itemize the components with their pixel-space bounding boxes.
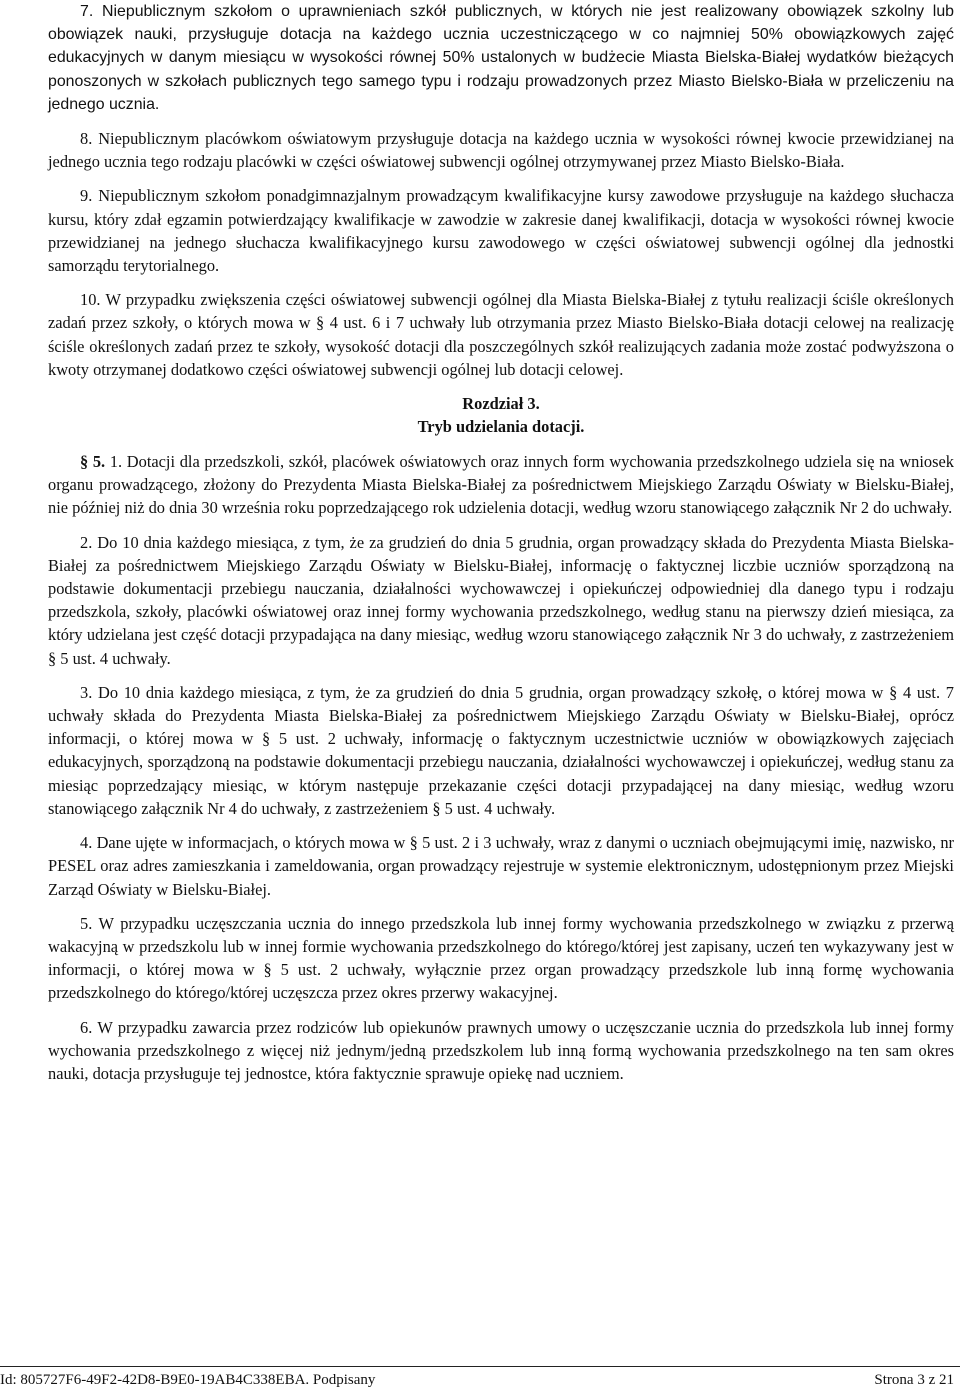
section-5-paragraph-3 bbox=[48, 681, 954, 820]
paragraph-number: 2. bbox=[80, 532, 93, 552]
document-id: Id: 805727F6-49F2-42D8-B9E0-19AB4C338EBA. Podpisany bbox=[0, 1372, 376, 1388]
paragraph-text: Dane ujęte w informacjach, o których mowa w § 5 ust. 2 i 3 uchwały, wraz z danymi o uczniach obejmującymi imię, nazwisko, nr PESEL oraz adres zamieszkania i zameldowania, organ prowadzący rejestruje w systemie elektronicznym, udostępnionym przez Miejski Zarząd Oświaty w Bielsku-Białej. bbox=[48, 833, 954, 899]
paragraph-number: 8. bbox=[80, 129, 93, 149]
paragraph-9 bbox=[48, 184, 954, 277]
chapter-number: Rozdział 3. bbox=[462, 394, 540, 414]
paragraph-8 bbox=[48, 127, 954, 173]
document-body bbox=[48, 0, 954, 1096]
section-5-paragraph-5 bbox=[48, 912, 954, 1005]
page-number: Strona 3 z 21 bbox=[874, 1372, 954, 1388]
section-mark: § 5. bbox=[80, 452, 106, 472]
paragraph-number: 10. bbox=[80, 290, 101, 310]
paragraph-number: 3. bbox=[80, 682, 93, 702]
paragraph-text: Niepublicznym szkołom ponadgimnazjalnym prowadzącym kwalifikacyjne kursy zawodowe przysługuje na każdego słuchacza kursu, który zdał egzamin potwierdzający kwalifikacje w zawodzie w zakresie danej kwalifikacji, dotacja w wysokości równej kwocie przewidzianej na jednego słuchacza kwalifikacyjnego kursu zawodowego w części oświatowej subwencji ogólnej dla jednostki samorządu terytorialnego. bbox=[48, 186, 954, 276]
footer-divider bbox=[0, 1366, 960, 1367]
paragraph-text: Dotacji dla przedszkoli, szkół, placówek oświatowych oraz innych form wychowania przedszkolnego udziela się na wniosek organu prowadzącego, złożony do Prezydenta Miasta Bielska-Białej za pośrednictwem Miejskiego Zarządu Oświaty w Bielsku-Białej, nie później niż do dnia 30 września roku poprzedzającego rok udzielenia dotacji, według wzoru stanowiącego załącznik Nr 2 do uchwały. bbox=[48, 452, 954, 518]
paragraph-number: 9. bbox=[80, 186, 93, 206]
paragraph-number: 1. bbox=[109, 452, 123, 472]
paragraph-number: 5. bbox=[80, 913, 93, 933]
paragraph-text: Do 10 dnia każdego miesiąca, z tym, że za grudzień do dnia 5 grudnia, organ prowadzący szkołę, o której mowa w § 4 ust. 7 uchwały składa do Prezydenta Miasta Bielska-Białej za pośrednictwem Miejskiego Zarządu Oświaty w Bielsku-Białej, oprócz informacji, o której mowa w § 5 ust. 2 uchwały, informację o faktycznym uczestnictwie uczniów w obowiązkowych zajęciach edukacyjnych, sporządzoną na podstawie dokumentacji przebiegu nauczania, działalności wychowawczej i opiekuńczej, według stanu za miesiąc poprzedzający miesiąc, w którym następuje przekazanie części dotacji przypadającej na dany miesiąc, według wzoru stanowiącego załącznik Nr 4 do uchwały, z zastrzeżeniem § 5 ust. 4 uchwały. bbox=[48, 682, 954, 818]
section-5-paragraph-1 bbox=[48, 450, 954, 520]
paragraph-number: 7. bbox=[80, 3, 94, 20]
paragraph-text: Niepublicznym szkołom o uprawnieniach szkół publicznych, w których nie jest realizowany obowiązek szkolny lub obowiązek nauki, przysługuje dotacja na każdego ucznia uczestniczącego w co najmniej 50% obowiązkowych zajęć edukacyjnych w danym miesiącu w wysokości równej 50% ustalonych w budżecie Miasta Bielska-Białej wydatków bieżących ponoszonych w szkołach publicznych tego samego typu i rodzaju prowadzonych przez Miasto Bielsko-Biała w przeliczeniu na jednego ucznia. bbox=[48, 3, 954, 113]
paragraph-number: 6. bbox=[80, 1017, 93, 1037]
paragraph-number: 4. bbox=[80, 833, 93, 853]
paragraph-text: Do 10 dnia każdego miesiąca, z tym, że za grudzień do dnia 5 grudnia, organ prowadzący składa do Prezydenta Miasta Bielska-Białej za pośrednictwem Miejskiego Zarządu Oświaty w Bielsku-Białej, informację o faktycznej liczbie uczniów sporządzoną na podstawie dokumentacji przebiegu nauczania, działalności wychowawczej i opiekuńczej odpowiedniej dla danego typu i rodzaju przedszkola, szkoły, placówki oświatowej oraz innej formy wychowania przedszkolnego, według stanu na pierwszy dzień miesiąca, za który udzielana jest część dotacji przypadająca na dany miesiąc, według wzoru stanowiącego załącznik Nr 3 do uchwały, z zastrzeżeniem § 5 ust. 4 uchwały. bbox=[48, 532, 954, 668]
paragraph-text: Niepublicznym placówkom oświatowym przysługuje dotacja na każdego ucznia w wysokości równej kwocie przewidzianej na jednego ucznia tego rodzaju placówki w części oświatowej subwencji ogólnej otrzymywanej przez Miasto Bielsko-Biała. bbox=[48, 129, 954, 172]
paragraph-10 bbox=[48, 288, 954, 381]
paragraph-text: W przypadku uczęszczania ucznia do innego przedszkola lub innej formy wychowania przedszkolnego w związku z przerwą wakacyjną w przedszkolu lub w innej formie wychowania przedszkolnego do którego/której jest zapisany, uczeń ten wykazywany jest w informacji, o której mowa w § 5 ust. 2 uchwały, wyłącznie przez organ prowadzący przedszkole lub inną formę wychowania przedszkolnego do którego/której uczęszcza przez okres przerwy wakacyjnej. bbox=[48, 913, 954, 1003]
paragraph-7 bbox=[48, 0, 954, 116]
section-5-paragraph-6 bbox=[48, 1016, 954, 1086]
paragraph-text: W przypadku zwiększenia części oświatowej subwencji ogólnej dla Miasta Bielska-Białej z tytułu realizacji ściśle określonych zadań przez szkoły, o których mowa w § 4 ust. 6 i 7 uchwały lub otrzymania przez Miasto Bielsko-Biała dotacji celowej na realizację ściśle określonych zadań przez te szkoły, wysokość dotacji dla poszczególnych szkół realizujących zadania może zostać podwyższona o kwoty otrzymanej dodatkowo części oświatowej subwencji ogólnej lub dotacji celowej. bbox=[48, 290, 954, 379]
chapter-title: Tryb udzielania dotacji. bbox=[417, 417, 585, 437]
paragraph-text: W przypadku zawarcia przez rodziców lub opiekunów prawnych umowy o uczęszczanie ucznia do przedszkola lub innej formy wychowania przedszkolnego z więcej niż jednym/jedną przedszkolem lub inną formą wychowania przedszkolnego na ten sam okres nauki, dotacja przysługuje tej jednostce, która faktycznie sprawuje opiekę nad uczniem. bbox=[48, 1017, 954, 1083]
section-5-paragraph-4 bbox=[48, 831, 954, 901]
section-5-paragraph-2 bbox=[48, 531, 954, 670]
